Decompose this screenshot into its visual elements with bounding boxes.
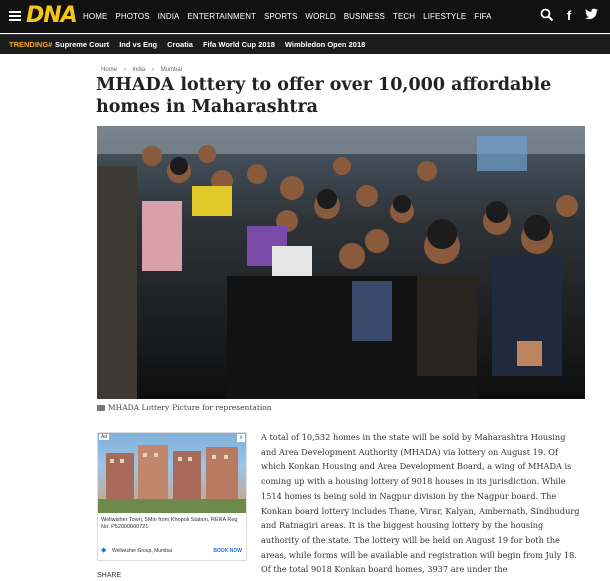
breadcrumb-mumbai[interactable]: Mumbai [160, 67, 183, 73]
nav-link-fifa[interactable]: FIFA [474, 12, 492, 21]
search-icon[interactable] [540, 8, 554, 24]
trending-item[interactable]: Ind vs Eng [119, 40, 158, 49]
trending-item[interactable]: Fifa World Cup 2018 [202, 40, 275, 49]
image-caption [97, 403, 272, 412]
breadcrumb [101, 67, 188, 73]
caption-text: Picture for representation [172, 403, 272, 412]
nav-link-sports[interactable]: SPORTS [264, 12, 298, 21]
breadcrumb-separator: » [151, 67, 155, 73]
breadcrumb-home[interactable]: Home [101, 67, 118, 73]
ad-image[interactable] [98, 433, 246, 513]
trending-item[interactable]: Wimbledon Open 2018 [284, 40, 366, 49]
nav-link-business[interactable]: BUSINESS [343, 12, 385, 21]
ad-book-now-button[interactable]: BOOK NOW [213, 548, 242, 554]
caption-source: MHADA Lottery [108, 403, 170, 412]
trending-item[interactable]: Croatia [167, 40, 193, 49]
breadcrumb-india[interactable]: India [132, 67, 146, 73]
article-headline: MHADA lottery to offer over 10,000 affordable homes in Maharashtra [96, 75, 552, 117]
main-nav [83, 12, 500, 21]
ad-banner[interactable] [97, 432, 247, 561]
ad-close-icon[interactable]: x [237, 434, 245, 442]
trending-items [55, 40, 375, 49]
nav-link-entertainment[interactable]: ENTERTAINMENT [187, 12, 257, 21]
ad-tag: Ad [101, 434, 108, 440]
twitter-icon[interactable] [584, 8, 598, 24]
article-body: A total of 10,532 homes in the state will be sold by Maharashtra Housing and Area Development Authority (MHADA) via lottery on August 19. Of which Konkan Housing and Area Development Board, a wing of MHADA is coming up with a housing lottery of 9018 houses in its jurisdiction. While 1514 homes is being sold in Nagpur division by the Nagpur board. The Konkan board lottery includes Thane, Virar, Kalyan, Ambernath, Sindhudurg and Ratnagiri areas. It is the biggest housing lottery by the housing authority of the state. The lottery will be held on August 19 for both the areas, while forms will be available and registration will begin from July 18. Of the total 9018 Konkan board homes, 3937 are under the [261, 432, 580, 575]
nav-link-world[interactable]: WORLD [305, 12, 336, 21]
top-icons [532, 8, 598, 24]
ad-footer [101, 547, 246, 555]
ad-brand-logo: ◆ [101, 547, 107, 554]
trending-bar [0, 34, 610, 54]
nav-link-india[interactable]: INDIA [157, 12, 180, 21]
nav-link-tech[interactable]: TECH [392, 12, 416, 21]
nav-link-home[interactable]: HOME [83, 12, 108, 21]
ad-text[interactable]: Wellwisher Town, 5Min from Khopoli Station, RERA Reg No: P52000000721 [101, 517, 238, 530]
top-nav [0, 0, 610, 33]
nav-link-photos[interactable]: PHOTOS [115, 12, 150, 21]
facebook-icon[interactable]: f [566, 8, 572, 23]
trending-item[interactable]: Supreme Court [55, 40, 110, 49]
menu-icon[interactable] [9, 11, 21, 21]
nav-link-lifestyle[interactable]: LIFESTYLE [423, 12, 467, 21]
camera-icon [97, 405, 105, 411]
hero-image [97, 126, 585, 399]
site-logo[interactable]: DNA [26, 3, 77, 28]
share-label[interactable]: SHARE [97, 572, 122, 579]
trending-label: TRENDING# [9, 40, 53, 49]
ad-brand[interactable]: Wellwisher Group, Mumbai [112, 548, 172, 554]
breadcrumb-separator: » [123, 67, 127, 73]
